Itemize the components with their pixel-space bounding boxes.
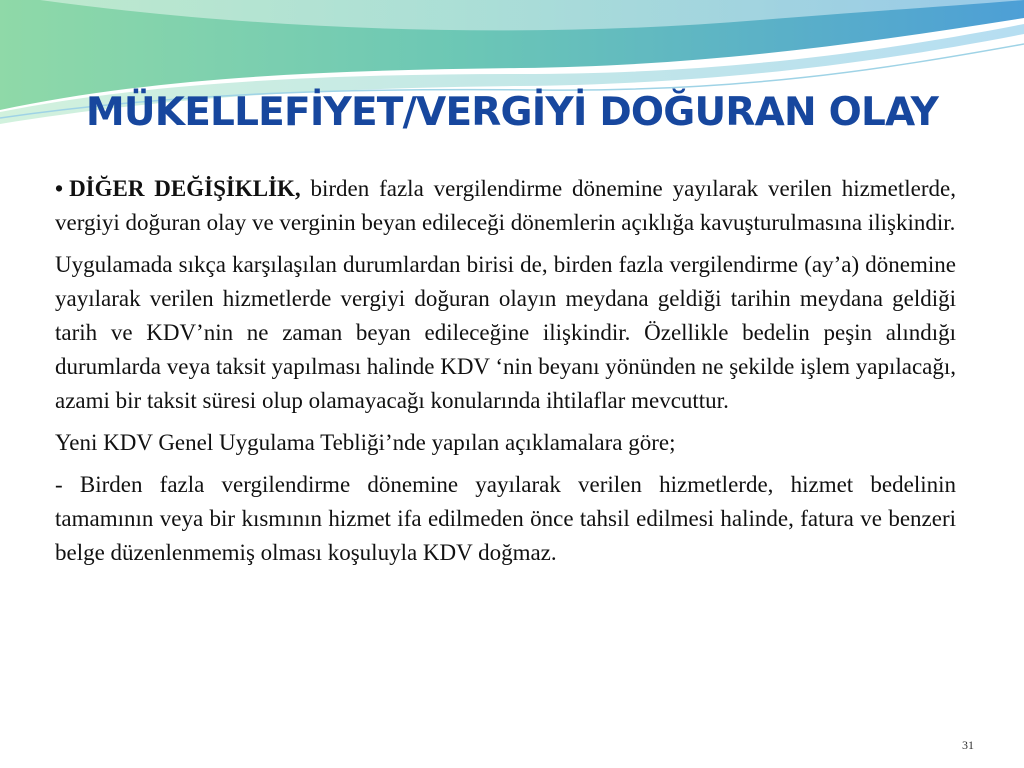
paragraph-birden-fazla: - Birden fazla vergilendirme dönemine yayılarak verilen hizmetlerde, hizmet bedelinin tamamının veya bir kısmının hizmet ifa edilmeden önce tahsil edilmesi halinde, fatura ve benzeri belge düzenlenmemiş olması koşuluyla KDV doğmaz. [55, 472, 956, 565]
bold-lead-text: DİĞER DEĞİŞİKLİK, [69, 176, 301, 201]
slide-body [55, 172, 956, 578]
bullet-point: • [55, 176, 64, 201]
page-number: 31 [962, 738, 974, 752]
paragraph-uygulamada: Uygulamada sıkça karşılaşılan durumlardan birisi de, birden fazla vergilendirme (ay’a) dönemine yayılarak verilen hizmetlerde vergiyi doğuran olayın meydana geldiği tarihin meydana geldiği tarih ve KDV’nin ne zaman beyan edileceğine ilişkindir. Özellikle bedelin peşin alındığı durumlarda veya taksit yapılması halinde KDV ‘nin beyanı yönünden ne şekilde işlem yapılacağı, azami bir taksit süresi olup olamayacağı konularında ihtilaflar mevcuttur. [55, 252, 956, 413]
paragraph-teblig: Yeni KDV Genel Uygulama Tebliği’nde yapılan açıklamalara göre; [55, 430, 676, 455]
slide-title: MÜKELLEFİYET/VERGİYİ DOĞURAN OLAY [85, 90, 939, 135]
paragraph-text: birden fazla vergilendirme dönemine yayılarak verilen hizmetlerde, vergiyi doğuran olay ve verginin beyan edileceği dönemlerin açıklığa kavuşturulmasına ilişkindir. [55, 176, 956, 235]
paragraph-diger-degisiklik [55, 172, 956, 240]
